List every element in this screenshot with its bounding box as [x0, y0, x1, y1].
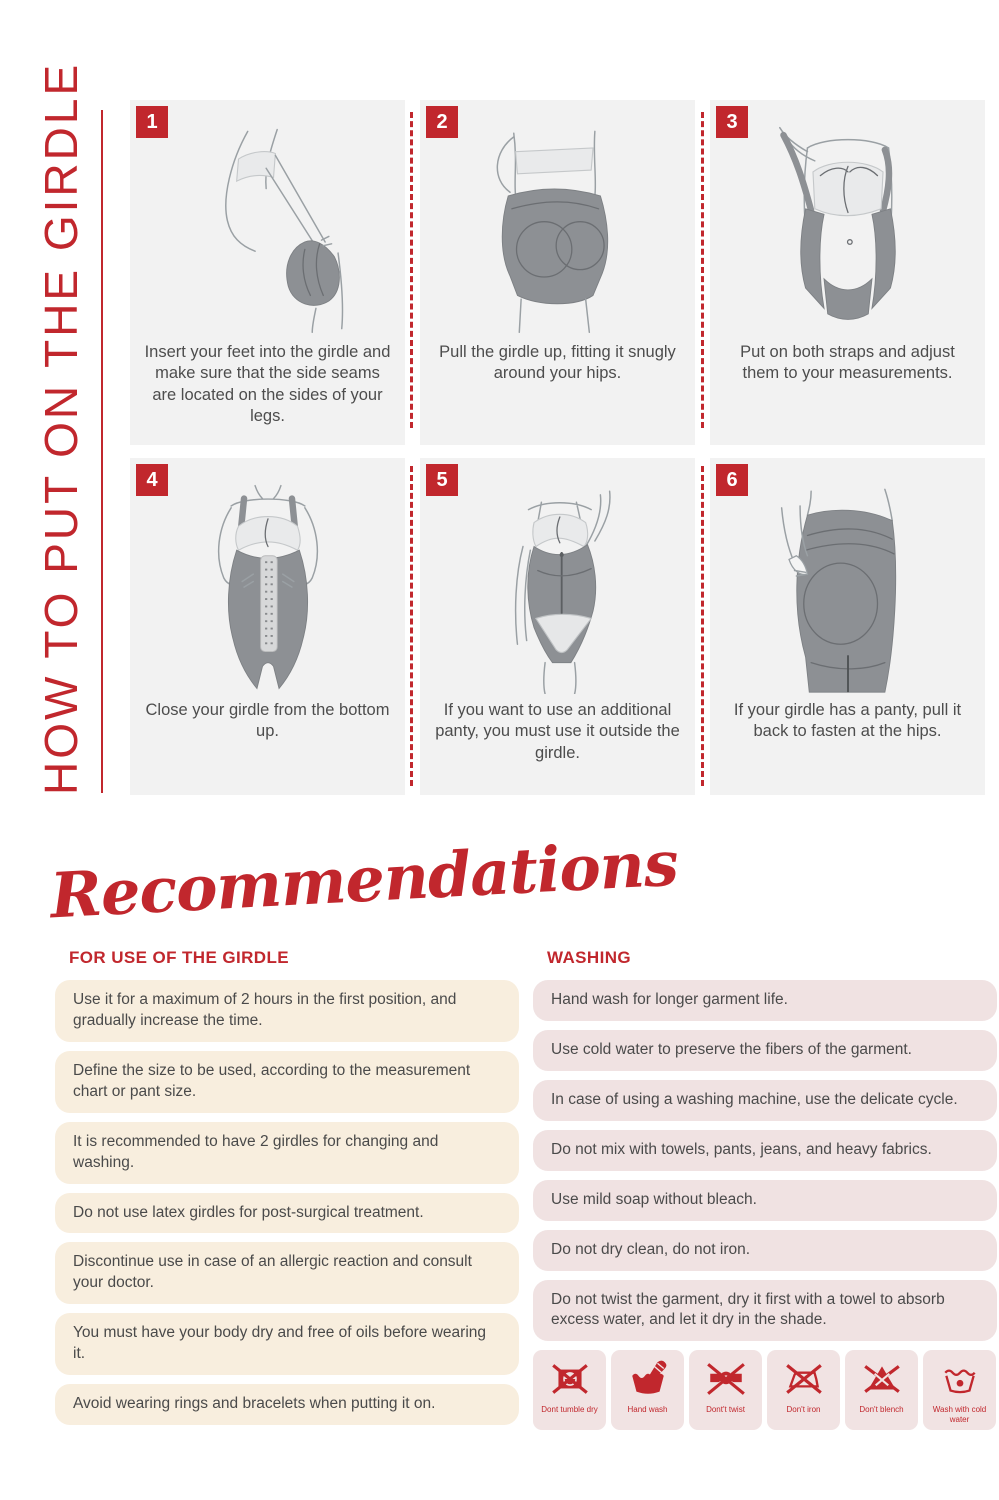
step-panel-3	[710, 100, 985, 445]
dashed-separator	[410, 466, 413, 786]
step-panel-1	[130, 100, 405, 445]
dashed-separator	[701, 466, 704, 786]
step-5-illustration	[448, 482, 668, 694]
washing-item: Do not twist the garment, dry it first with a towel to absorb excess water, and let it dry in the shade.	[533, 1280, 997, 1342]
hand-wash-icon	[627, 1358, 669, 1400]
care-label: Hand wash	[627, 1405, 668, 1415]
recommendations-heading: Recommendations	[48, 826, 680, 933]
care-label: Don't iron	[786, 1405, 821, 1415]
step-caption: Put on both straps and adjust them to your measurements.	[740, 343, 955, 383]
care-tile	[611, 1350, 684, 1430]
care-tile	[689, 1350, 762, 1430]
step-panel-6	[710, 458, 985, 795]
care-label: Don't blench	[859, 1405, 904, 1415]
step-number-badge: 2	[426, 106, 458, 138]
care-icons-row	[533, 1350, 997, 1430]
title-divider-line	[101, 110, 103, 793]
step-panel-5	[420, 458, 695, 795]
washing-item: Do not dry clean, do not iron.	[533, 1230, 997, 1271]
step-6-illustration	[738, 482, 958, 694]
steps-grid	[130, 100, 985, 795]
dont-tumble-dry-icon	[549, 1358, 591, 1400]
step-caption: If your girdle has a panty, pull it back to fasten at the hips.	[733, 701, 962, 741]
washing-item: Use cold water to preserve the fibers of the garment.	[533, 1030, 997, 1071]
care-tile	[845, 1350, 918, 1430]
step-number-badge: 6	[716, 464, 748, 496]
step-1-illustration	[158, 124, 378, 336]
step-number-badge: 3	[716, 106, 748, 138]
wash-cold-water-icon	[939, 1358, 981, 1400]
dont-twist-icon	[705, 1358, 747, 1400]
step-4-illustration	[158, 482, 378, 694]
page-title: HOW TO PUT ON THE GIRDLE	[35, 61, 87, 795]
step-2-illustration	[448, 124, 668, 336]
step-caption: Pull the girdle up, fitting it snugly around your hips.	[439, 343, 676, 383]
use-item: It is recommended to have 2 girdles for changing and washing.	[55, 1122, 519, 1184]
care-label: Dont't twist	[706, 1405, 745, 1415]
dashed-separator	[410, 112, 413, 428]
step-3-illustration	[738, 124, 958, 336]
care-tile	[923, 1350, 996, 1430]
use-item: Use it for a maximum of 2 hours in the first position, and gradually increase the time.	[55, 980, 519, 1042]
step-panel-4	[130, 458, 405, 795]
washing-column	[533, 948, 997, 1430]
step-number-badge: 1	[136, 106, 168, 138]
step-caption: Insert your feet into the girdle and make sure that the side seams are located on the sides of your legs.	[144, 343, 391, 426]
care-label: Dont tumble dry	[541, 1405, 598, 1415]
dashed-separator	[701, 112, 704, 428]
washing-column-title: WASHING	[547, 948, 632, 967]
use-item: You must have your body dry and free of oils before wearing it.	[55, 1313, 519, 1375]
care-label: Wash with cold water	[932, 1405, 987, 1424]
washing-item: Hand wash for longer garment life.	[533, 980, 997, 1021]
use-item: Discontinue use in case of an allergic reaction and consult your doctor.	[55, 1242, 519, 1304]
use-item: Define the size to be used, according to the measurement chart or pant size.	[55, 1051, 519, 1113]
care-tile	[533, 1350, 606, 1430]
dont-bleach-icon	[861, 1358, 903, 1400]
dont-iron-icon	[783, 1358, 825, 1400]
use-item: Do not use latex girdles for post-surgical treatment.	[55, 1193, 519, 1234]
step-caption: If you want to use an additional panty, you must use it outside the girdle.	[435, 701, 680, 762]
step-number-badge: 4	[136, 464, 168, 496]
step-panel-2	[420, 100, 695, 445]
use-column	[55, 948, 519, 1434]
washing-item: Do not mix with towels, pants, jeans, and heavy fabrics.	[533, 1130, 997, 1171]
use-item: Avoid wearing rings and bracelets when putting it on.	[55, 1384, 519, 1425]
washing-item: In case of using a washing machine, use the delicate cycle.	[533, 1080, 997, 1121]
step-number-badge: 5	[426, 464, 458, 496]
step-caption: Close your girdle from the bottom up.	[145, 701, 390, 741]
washing-item: Use mild soap without bleach.	[533, 1180, 997, 1221]
use-column-title: FOR USE OF THE GIRDLE	[69, 948, 289, 967]
care-tile	[767, 1350, 840, 1430]
